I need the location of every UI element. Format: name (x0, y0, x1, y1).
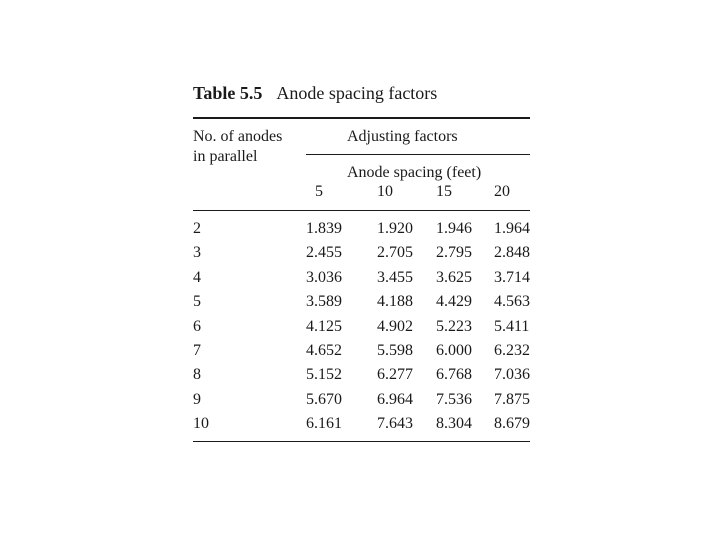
anode-count-cell: 9 (193, 390, 201, 408)
row-header-line2: in parallel (193, 148, 258, 165)
column-header-10: 10 (377, 183, 393, 200)
factor-cell: 1.920 (377, 220, 413, 237)
table-label: Table 5.5 (193, 83, 263, 103)
row-header-line1: No. of anodes (193, 128, 283, 145)
column-header-20: 20 (494, 183, 510, 200)
factor-cell: 5.223 (436, 317, 472, 335)
factor-cell: 4.563 (494, 293, 530, 311)
table-title (193, 82, 437, 104)
factor-cell: 2.455 (306, 244, 342, 262)
anode-count-cell: 5 (193, 293, 201, 311)
header-rule (193, 210, 530, 211)
factor-cell: 1.964 (494, 220, 530, 237)
factor-cell: 5.152 (306, 366, 342, 384)
factor-cell: 8.679 (494, 415, 530, 433)
factor-cell: 6.232 (494, 342, 530, 359)
factor-cell: 6.000 (436, 342, 472, 359)
factor-cell: 6.964 (377, 390, 413, 408)
anode-count-cell: 6 (193, 317, 201, 335)
anode-count-cell: 2 (193, 220, 201, 237)
factor-cell: 4.125 (306, 317, 342, 335)
factor-cell: 6.161 (306, 415, 342, 433)
factor-cell: 7.036 (494, 366, 530, 384)
factor-cell: 2.795 (436, 244, 472, 262)
anode-count-cell: 8 (193, 366, 201, 384)
factor-cell: 4.188 (377, 293, 413, 311)
factor-cell: 7.875 (494, 390, 530, 408)
table-caption: Anode spacing factors (276, 83, 438, 103)
factor-cell: 1.946 (436, 220, 472, 237)
factor-cell: 6.768 (436, 366, 472, 384)
factor-cell: 3.589 (306, 293, 342, 311)
factor-cell: 8.304 (436, 415, 472, 433)
factor-cell: 1.839 (306, 220, 342, 237)
factor-cell: 4.429 (436, 293, 472, 311)
anode-count-cell: 3 (193, 244, 201, 262)
sub-header: Anode spacing (feet) (347, 164, 482, 181)
anode-count-cell: 10 (193, 415, 209, 433)
factor-cell: 3.714 (494, 268, 530, 286)
bottom-rule (193, 441, 530, 442)
factor-cell: 5.598 (377, 342, 413, 359)
factor-cell: 4.652 (306, 342, 342, 359)
anode-count-cell: 4 (193, 268, 201, 286)
factor-cell: 4.902 (377, 317, 413, 335)
top-rule (193, 117, 530, 119)
factor-cell: 5.411 (494, 317, 530, 335)
factor-cell: 2.848 (494, 244, 530, 262)
factor-cell: 2.705 (377, 244, 413, 262)
column-header-15: 15 (436, 183, 452, 200)
factor-cell: 3.036 (306, 268, 342, 286)
group-rule (306, 154, 530, 155)
column-header-5: 5 (315, 183, 323, 200)
factor-cell: 7.643 (377, 415, 413, 433)
factor-cell: 3.455 (377, 268, 413, 286)
group-header: Adjusting factors (347, 128, 458, 145)
factor-cell: 6.277 (377, 366, 413, 384)
factor-cell: 7.536 (436, 390, 472, 408)
anode-count-cell: 7 (193, 342, 201, 359)
factor-cell: 5.670 (306, 390, 342, 408)
factor-cell: 3.625 (436, 268, 472, 286)
